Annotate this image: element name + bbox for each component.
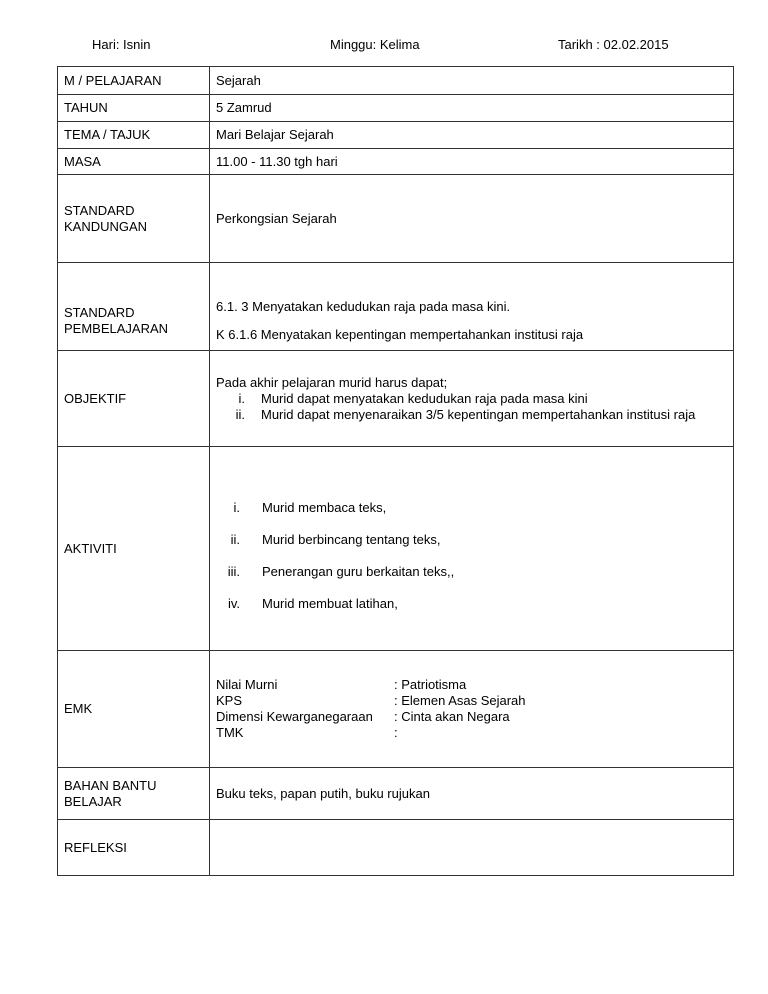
label-standard-pembelajaran-line2: PEMBELAJARAN xyxy=(64,321,169,336)
aktiviti-item-num: i. xyxy=(233,499,240,515)
page-header xyxy=(0,37,768,57)
aktiviti-item-num: ii. xyxy=(230,531,240,547)
label-standard-pembelajaran xyxy=(58,263,210,351)
value-masa: 11.00 - 11.30 tgh hari xyxy=(210,149,734,175)
objektif-list xyxy=(216,391,727,423)
aktiviti-item xyxy=(216,564,727,580)
emk-key: Nilai Murni xyxy=(216,677,278,692)
row-masa xyxy=(58,149,734,175)
objektif-item-text: Murid dapat menyatakan kedudukan raja pada masa kini xyxy=(261,390,588,406)
label-bahan-bantu xyxy=(58,768,210,820)
value-bahan-bantu: Buku teks, papan putih, buku rujukan xyxy=(210,768,734,820)
label-bahan-line1: BAHAN BANTU xyxy=(64,777,157,793)
label-bahan-line2: BELAJAR xyxy=(64,793,122,809)
label-masa: MASA xyxy=(58,149,210,175)
aktiviti-item-text: Murid berbincang tentang teks, xyxy=(262,531,441,547)
objektif-item-text: Murid dapat menyenaraikan 3/5 kepentingan mempertahankan institusi raja xyxy=(261,406,696,422)
aktiviti-list xyxy=(216,470,727,612)
row-emk xyxy=(58,651,734,768)
aktiviti-item-text: Penerangan guru berkaitan teks,, xyxy=(262,563,455,579)
emk-key: KPS xyxy=(216,693,243,708)
label-standard-kandungan-line1: STANDARD xyxy=(64,202,135,218)
value-aktiviti xyxy=(210,447,734,651)
row-pelajaran xyxy=(58,67,734,95)
row-tema xyxy=(58,122,734,149)
label-tema: TEMA / TAJUK xyxy=(58,122,210,149)
value-tema: Mari Belajar Sejarah xyxy=(210,122,734,149)
aktiviti-item xyxy=(216,596,727,612)
label-standard-kandungan-line2: KANDUNGAN xyxy=(64,218,148,234)
row-objektif xyxy=(58,351,734,447)
header-minggu: Minggu: Kelima xyxy=(330,37,420,52)
emk-grid xyxy=(216,677,727,741)
label-emk: EMK xyxy=(58,651,210,768)
value-objektif xyxy=(210,351,734,447)
aktiviti-item xyxy=(216,532,727,548)
emk-key: TMK xyxy=(216,725,244,740)
value-emk xyxy=(210,651,734,768)
emk-key: Dimensi Kewarganegaraan xyxy=(216,709,373,724)
row-tahun xyxy=(58,95,734,122)
objektif-item-num: ii. xyxy=(235,406,245,422)
label-tahun: TAHUN xyxy=(58,95,210,122)
objektif-item xyxy=(216,407,727,423)
label-pelajaran: M / PELAJARAN xyxy=(58,67,210,95)
row-bahan-bantu xyxy=(58,768,734,820)
header-hari: Hari: Isnin xyxy=(92,37,151,52)
emk-value: : Cinta akan Negara xyxy=(394,709,510,724)
aktiviti-item-text: Murid membaca teks, xyxy=(262,499,387,515)
value-tahun: 5 Zamrud xyxy=(210,95,734,122)
objektif-item-num: i. xyxy=(238,390,245,406)
aktiviti-item-num: iv. xyxy=(227,595,240,611)
row-aktiviti xyxy=(58,447,734,651)
value-standard-pembelajaran xyxy=(210,263,734,351)
value-pelajaran: Sejarah xyxy=(210,67,734,95)
label-objektif: OBJEKTIF xyxy=(58,351,210,447)
value-standard-kandungan: Perkongsian Sejarah xyxy=(210,175,734,263)
label-aktiviti: AKTIVITI xyxy=(58,447,210,651)
header-tarikh: Tarikh : 02.02.2015 xyxy=(558,37,669,52)
objektif-item xyxy=(216,391,727,407)
row-standard-kandungan xyxy=(58,175,734,263)
sp-item-1: 6.1. 3 Menyatakan kedudukan raja pada masa kini. xyxy=(216,299,511,314)
aktiviti-item-text: Murid membuat latihan, xyxy=(262,595,398,611)
row-refleksi xyxy=(58,820,734,876)
aktiviti-item xyxy=(216,500,727,516)
emk-value: : xyxy=(394,725,398,740)
label-standard-kandungan xyxy=(58,175,210,263)
aktiviti-item-num: iii. xyxy=(227,563,240,579)
emk-value: : Elemen Asas Sejarah xyxy=(394,693,526,708)
label-refleksi: REFLEKSI xyxy=(58,820,210,876)
objektif-intro: Pada akhir pelajaran murid harus dapat; xyxy=(216,374,448,390)
row-standard-pembelajaran xyxy=(58,263,734,351)
label-standard-pembelajaran-line1: STANDARD xyxy=(64,305,135,320)
emk-value: : Patriotisma xyxy=(394,677,467,692)
value-refleksi xyxy=(210,820,734,876)
sp-item-2: K 6.1.6 Menyatakan kepentingan mempertahankan institusi raja xyxy=(216,327,584,342)
lesson-plan-table xyxy=(57,66,734,876)
